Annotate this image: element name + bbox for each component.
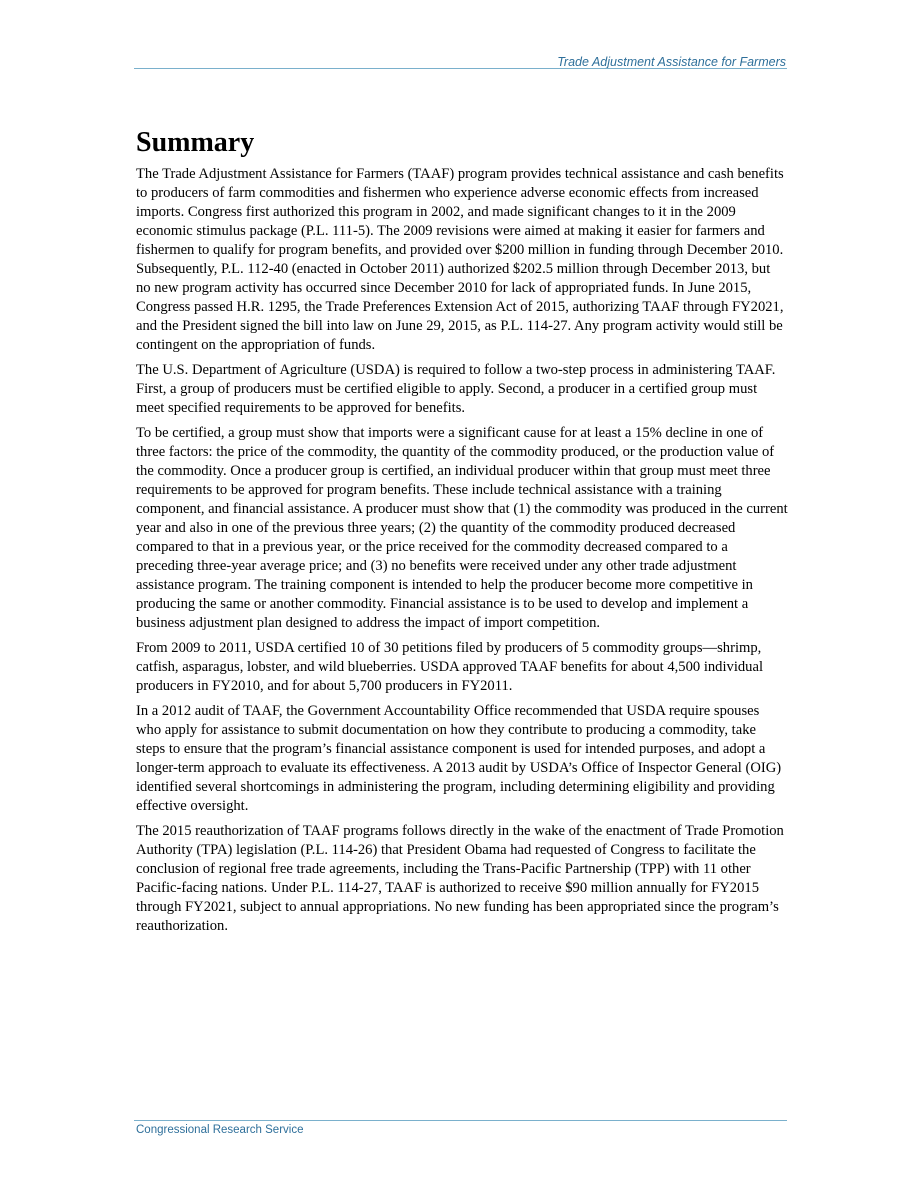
paragraph-4: From 2009 to 2011, USDA certified 10 of 30 petitions filed by producers of 5 commodity groups—shrimp, catfish, asparagus, lobster, and wild blueberries. USDA approved TAAF benefits for about 4,500 individual producers in FY2010, and for about 5,700 producers in FY2011. <box>136 640 764 694</box>
paragraph-1: The Trade Adjustment Assistance for Farmers (TAAF) program provides technical assistance and cash benefits to producers of farm commodities and fishermen who experience adverse economic effects from increased imports. Congress first authorized this program in 2002, and made significant changes to it in the 2009 economic stimulus package (P.L. 111-5). The 2009 revisions were aimed at making it easier for farmers and fishermen to qualify for program benefits, and provided over $200 million in funding through December 2010. Subsequently, P.L. 112-40 (enacted in October 2011) authorized $202.5 million through December 2013, but no new program activity has occurred since December 2010 for lack of appropriated funds. In June 2015, Congress passed H.R. 1295, the Trade Preferences Extension Act of 2015, authorizing TAAF through FY2021, and the President signed the bill into law on June 29, 2015, as P.L. 114-27. Any program activity would still be contingent on the appropriation of funds. <box>136 166 784 353</box>
main-content <box>136 126 788 942</box>
paragraph-5: In a 2012 audit of TAAF, the Government Accountability Office recommended that USDA require spouses who apply for assistance to submit documentation on how they contribute to producing a commodity, take steps to ensure that the program’s financial assistance component is used for intended purposes, and adopt a longer-term approach to evaluate its effectiveness. A 2013 audit by USDA’s Office of Inspector General (OIG) identified several shortcomings in administering the program, including determining eligibility and providing effective oversight. <box>136 703 782 814</box>
section-title: Summary <box>136 127 255 158</box>
paragraph-6: The 2015 reauthorization of TAAF programs follows directly in the wake of the enactment of Trade Promotion Authority (TPA) legislation (P.L. 114-26) that President Obama had requested of Congress to facilitate the conclusion of regional free trade agreements, including the Trans-Pacific Partnership (TPP) with 11 other Pacific-facing nations. Under P.L. 114-27, TAAF is authorized to receive $90 million annually for FY2015 through FY2021, subject to annual appropriations. No new funding has been appropriated since the program’s reauthorization. <box>136 823 784 934</box>
header-divider <box>134 68 787 69</box>
paragraph-3: To be certified, a group must show that imports were a significant cause for at least a 15% decline in one of three factors: the price of the commodity, the quantity of the commodity produced, or the production value of the commodity. Once a producer group is certified, an individual producer within that group must meet three requirements to be approved for program benefits. These include technical assistance with a training component, and financial assistance. A producer must show that (1) the commodity was produced in the current year and also in one of the previous three years; (2) the quantity of the commodity produced decreased compared to that in a previous year, or the price received for the commodity decreased compared to a preceding three-year average price; and (3) no benefits were received under any other trade adjustment assistance program. The training component is intended to help the producer become more competitive in producing the same or another commodity. Financial assistance is to be used to develop and implement a business adjustment plan designed to address the impact of import competition. <box>136 425 788 631</box>
footer-divider <box>134 1120 787 1121</box>
running-header-title: Trade Adjustment Assistance for Farmers <box>557 55 786 69</box>
footer-organization: Congressional Research Service <box>136 1124 304 1136</box>
paragraph-2: The U.S. Department of Agriculture (USDA) is required to follow a two-step process in administering TAAF. First, a group of producers must be certified eligible to apply. Second, a producer in a certified group must meet specified requirements to be approved for benefits. <box>136 362 776 416</box>
